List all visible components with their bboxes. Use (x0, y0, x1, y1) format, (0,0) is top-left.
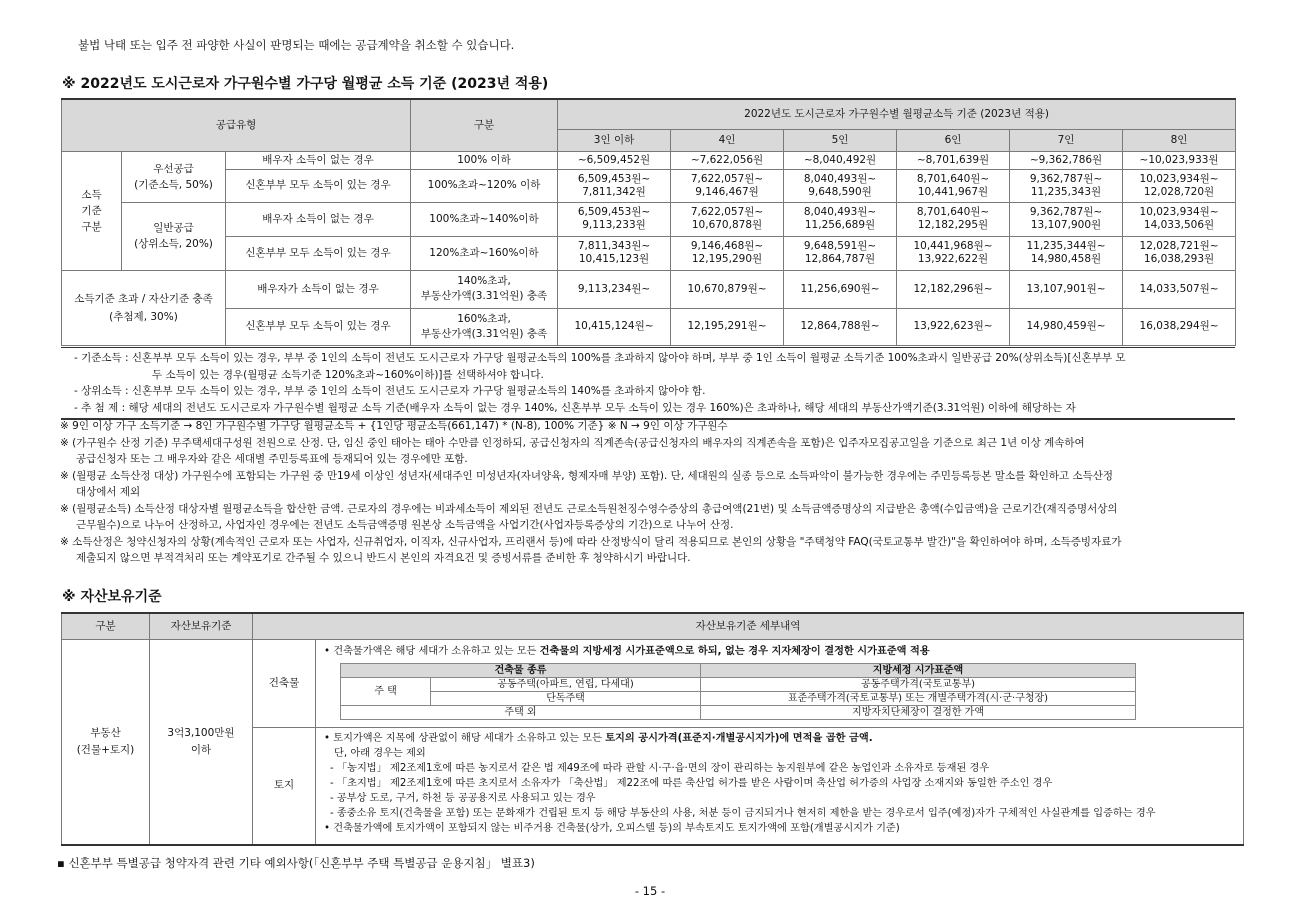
land-exception-line: 단, 아래 경우는 제외 (334, 747, 426, 759)
non-housing-value: 지방자치단체장이 결정한 가액 (701, 705, 1136, 719)
land-bullet-bold: 토지의 공시가격(표준지·개별공시지가)에 면적을 곱한 금액. (605, 732, 873, 744)
value-cell: 6,509,453원~ 7,811,342원 (558, 169, 671, 202)
table-row (62, 202, 1236, 236)
housing-value: 공동주택가격(국토교통부) (701, 677, 1136, 691)
value-cell: ~6,509,452원 (558, 151, 671, 169)
value-cell: 9,146,468원~ 12,195,290원 (671, 236, 784, 270)
exceed-group-name: 소득기준 초과 / 자산기준 충족 (추첨제, 30%) (62, 270, 226, 345)
table-row (62, 169, 1236, 202)
housing-subtype: 공동주택(아파트, 연립, 다세대) (431, 677, 701, 691)
note-line: ※ (월평균소득) 소득산정 대상자별 월평균소득을 합산한 금액. 근로자의 경우에는 비과세소득이 제외된 전년도 근로소득원천징수영수증상의 총급여액(21번) 및 소득금액증명상의 지급받은 총액(수입금액)을 근로기간(재직증명서상의 (60, 502, 1118, 515)
note-line: ※ (가구원수 산정 기준) 무주택세대구성원 전원으로 산정. 단, 임신 중인 태아는 태아 수만큼 인정하되, 공급신청자의 직계존속(공급신청자의 배우자의 직계존속을 포함)은 입주자모집공고일을 기준으로 최근 1년 이상 계속하여 (60, 436, 1085, 449)
value-cell: 7,622,057원~ 10,670,878원 (671, 202, 784, 236)
value-cell: 6,509,453원~ 9,113,233원 (558, 202, 671, 236)
range-cell: 100% 이하 (411, 151, 558, 169)
land-bullet-text: • 토지가액은 지목에 상관없이 해당 세대가 소유하고 있는 모든 (324, 732, 606, 744)
header-household-size: 3인 이하 (558, 129, 671, 151)
table-row (62, 270, 1236, 308)
header-supply-type: 공급유형 (62, 99, 411, 151)
condition-cell: 신혼부부 모두 소득이 있는 경우 (226, 308, 411, 345)
note-line: 공급신청자 또는 그 배우자와 같은 세대별 주민등록표에 등재되어 있는 경우에만 포함. (76, 453, 468, 465)
building-bullet-bold: 건축물의 지방세정 시가표준액으로 하되, 없는 경우 지자체장이 결정한 시가표준액 적용 (539, 645, 930, 657)
value-cell: 12,182,296원~ (897, 270, 1010, 308)
value-cell: ~10,023,933원 (1123, 151, 1236, 169)
group-name: 우선공급 (기준소득, 50%) (122, 151, 226, 202)
note-line: 근무월수)으로 나누어 산정하고, 사업자인 경우에는 전년도 소득금액증명 원본상 소득금액을 사업기간(사업자등록증상의 기간)으로 나누어 산정. (76, 519, 734, 531)
note-line: 제출되지 않으면 부적격처리 또는 계약포기로 간주될 수 있으니 반드시 본인의 자격요건 및 증빙서류를 준비한 후 청약하시기 바랍니다. (76, 552, 691, 564)
inner-header-type: 건축물 종류 (341, 663, 701, 677)
range-cell: 100%초과~120% 이하 (411, 169, 558, 202)
range-cell: 160%초과, 부동산가액(3.31억원) 충족 (411, 308, 558, 345)
income-section-title: ※ 2022년도 도시근로자 가구원수별 가구당 월평균 소득 기준 (2023년 적용) (62, 76, 549, 92)
value-cell: 10,441,968원~ 13,922,622원 (897, 236, 1010, 270)
header-household-size: 6인 (897, 129, 1010, 151)
income-table (61, 98, 1236, 346)
condition-cell: 신혼부부 모두 소득이 있는 경우 (226, 169, 411, 202)
asset-table (61, 612, 1244, 846)
asset-standard: 3억3,100만원 이하 (150, 639, 253, 845)
inner-header-value: 지방세정 시가표준액 (701, 663, 1136, 677)
condition-cell: 신혼부부 모두 소득이 있는 경우 (226, 236, 411, 270)
building-bullet-text: • 건축물가액은 해당 세대가 소유하고 있는 모든 (324, 645, 540, 657)
top-note: 불법 낙태 또는 입주 전 파양한 사실이 판명되는 때에는 공급계약을 취소할 수 있습니다. (78, 38, 515, 52)
building-label: 건축물 (253, 639, 316, 727)
definition-line: 두 소득이 있는 경우(월평균 소득기준 120%초과~160%이하)]를 선택하셔야 합니다. (152, 368, 544, 381)
land-last-bullet: • 건축물가액에 토지가액이 포함되지 않는 비주거용 건축물(상가, 오피스텔 등)의 부속토지도 토지가액에 포함(개별공시지가 기준) (324, 822, 900, 834)
non-housing-type: 주택 외 (341, 705, 701, 719)
value-cell: 13,107,901원~ (1010, 270, 1123, 308)
asset-header-detail: 자산보유기준 세부내역 (253, 613, 1244, 639)
value-cell: 13,922,623원~ (897, 308, 1010, 345)
income-basis-label: 소득 기준 구분 (62, 151, 122, 270)
value-cell: 10,023,934원~ 12,028,720원 (1123, 169, 1236, 202)
land-exception-line: - 「농지법」 제2조제1호에 따른 농지로서 같은 법 제49조에 따라 관할 시·구·읍·면의 장이 관리하는 농지원부에 같은 농업인과 소유자로 등재된 경우 (330, 762, 990, 774)
land-exception-line: - 공부상 도로, 구거, 하천 등 공공용지로 사용되고 있는 경우 (330, 792, 596, 804)
condition-cell: 배우자가 소득이 없는 경우 (226, 270, 411, 308)
range-cell: 120%초과~160%이하 (411, 236, 558, 270)
value-cell: 10,023,934원~ 14,033,506원 (1123, 202, 1236, 236)
table-row (62, 308, 1236, 345)
value-cell: ~7,622,056원 (671, 151, 784, 169)
table-row (62, 236, 1236, 270)
housing-value: 표준주택가격(국토교통부) 또는 개별주택가격(시·군·구청장) (701, 691, 1136, 705)
condition-cell: 배우자 소득이 없는 경우 (226, 151, 411, 169)
definitions-block (61, 347, 1235, 420)
value-cell: 8,701,640원~ 10,441,967원 (897, 169, 1010, 202)
note-line: 대상에서 제외 (76, 486, 141, 498)
building-detail (316, 639, 1244, 727)
header-household-size: 7인 (1010, 129, 1123, 151)
group-name: 일반공급 (상위소득, 20%) (122, 202, 226, 270)
building-type-table (340, 663, 1136, 720)
note-line: ※ 9인 이상 가구 소득기준 → 8인 가구원수별 가구당 월평균소득 + {1인당 평균소득(661,147) * (N-8), 100% 기준} ※ N → 9인 이상 가구원수 (60, 420, 728, 432)
header-household-size: 5인 (784, 129, 897, 151)
value-cell: 11,256,690원~ (784, 270, 897, 308)
value-cell: 12,195,291원~ (671, 308, 784, 345)
value-cell: 8,701,640원~ 12,182,295원 (897, 202, 1010, 236)
bottom-note: ▪ 신혼부부 특별공급 청약자격 관련 기타 예외사항(「신혼부부 주택 특별공급 운용지침」 별표3) (57, 856, 535, 870)
value-cell: 12,864,788원~ (784, 308, 897, 345)
page-number: - 15 - (634, 884, 666, 898)
header-category: 구분 (411, 99, 558, 151)
land-label: 토지 (253, 727, 316, 845)
table-row (62, 151, 1236, 169)
notes-block (60, 418, 1240, 567)
value-cell: 14,980,459원~ (1010, 308, 1123, 345)
land-bullet (324, 731, 1237, 746)
value-cell: 9,113,234원~ (558, 270, 671, 308)
asset-header-category: 구분 (62, 613, 150, 639)
value-cell: 9,362,787원~ 11,235,343원 (1010, 169, 1123, 202)
housing-subtype: 단독주택 (431, 691, 701, 705)
value-cell: 14,033,507원~ (1123, 270, 1236, 308)
land-exception-line: - 종중소유 토지(건축물을 포함) 또는 문화재가 건립된 토지 등 해당 부동산의 사용, 처분 등이 금지되거나 현저히 제한을 받는 경우로서 입주(예정)자가 구체적인 사실관계를 입증하는 경우 (330, 807, 1156, 819)
definition-line: - 상위소득 : 신혼부부 모두 소득이 있는 경우, 부부 중 1인의 소득이 전년도 도시근로자 가구당 월평균소득의 140%를 초과하지 않아야 함. (74, 385, 706, 397)
value-cell: 12,028,721원~ 16,038,293원 (1123, 236, 1236, 270)
value-cell: 9,362,787원~ 13,107,900원 (1010, 202, 1123, 236)
value-cell: 11,235,344원~ 14,980,458원 (1010, 236, 1123, 270)
value-cell: ~8,701,639원 (897, 151, 1010, 169)
land-exception-line: - 「초지법」 제2조제1호에 따른 초지로서 소유자가 「축산법」 제22조에 따른 축산업 허가를 받은 사람이며 축산업 허가증의 사업장 소재지와 동일한 주소인 경우 (330, 777, 1053, 789)
building-bullet (324, 644, 1237, 659)
housing-label: 주 택 (341, 677, 431, 705)
asset-header-standard: 자산보유기준 (150, 613, 253, 639)
value-cell: 7,622,057원~ 9,146,467원 (671, 169, 784, 202)
header-group-title: 2022년도 도시근로자 가구원수별 월평균소득 기준 (2023년 적용) (558, 99, 1236, 129)
note-line: ※ 소득산정은 청약신청자의 상황(계속적인 근로자 또는 사업자, 신규취업자, 이직자, 신규사업자, 프리랜서 등)에 따라 산정방식이 달리 적용되므로 본인의 상황을 "주택청약 FAQ(국토교통부 발간)"을 확인하여야 하며, 소득증빙자료가 (60, 535, 1122, 548)
asset-category: 부동산 (건물+토지) (62, 639, 150, 845)
value-cell: 8,040,493원~ 11,256,689원 (784, 202, 897, 236)
value-cell: 10,670,879원~ (671, 270, 784, 308)
value-cell: 10,415,124원~ (558, 308, 671, 345)
value-cell: ~8,040,492원 (784, 151, 897, 169)
asset-section-title: ※ 자산보유기준 (62, 589, 162, 605)
definition-line: - 추 첨 제 : 해당 세대의 전년도 도시근로자 가구원수별 월평균 소득 기준(배우자 소득이 없는 경우 140%, 신혼부부 모두 소득이 있는 경우 160%)은 초과하나, 해당 세대의 부동산가액기준(3.31억원) 이하에 해당하는 자 (74, 401, 1076, 414)
condition-cell: 배우자 소득이 없는 경우 (226, 202, 411, 236)
value-cell: 8,040,493원~ 9,648,590원 (784, 169, 897, 202)
definition-line: - 기준소득 : 신혼부부 모두 소득이 있는 경우, 부부 중 1인의 소득이 전년도 도시근로자 가구당 월평균소득의 100%를 초과하지 않아야 하며, 부부 중 1인 소득이 월평균 소득기준 100%초과시 일반공급 20%(상위소득)[신혼부부 모 (74, 352, 1126, 364)
value-cell: ~9,362,786원 (1010, 151, 1123, 169)
note-line: ※ (월평균 소득산정 대상) 가구원수에 포함되는 가구원 중 만19세 이상인 성년자(세대주인 미성년자(자녀양육, 형제자매 부양) 포함). 단, 세대원의 실종 등으로 소득파악이 불가능한 경우에는 주민등록등본 말소를 확인하고 소득산정 (60, 469, 1114, 482)
value-cell: 7,811,343원~ 10,415,123원 (558, 236, 671, 270)
range-cell: 140%초과, 부동산가액(3.31억원) 충족 (411, 270, 558, 308)
value-cell: 9,648,591원~ 12,864,787원 (784, 236, 897, 270)
land-detail (316, 727, 1244, 845)
header-household-size: 8인 (1123, 129, 1236, 151)
range-cell: 100%초과~140%이하 (411, 202, 558, 236)
value-cell: 16,038,294원~ (1123, 308, 1236, 345)
header-household-size: 4인 (671, 129, 784, 151)
